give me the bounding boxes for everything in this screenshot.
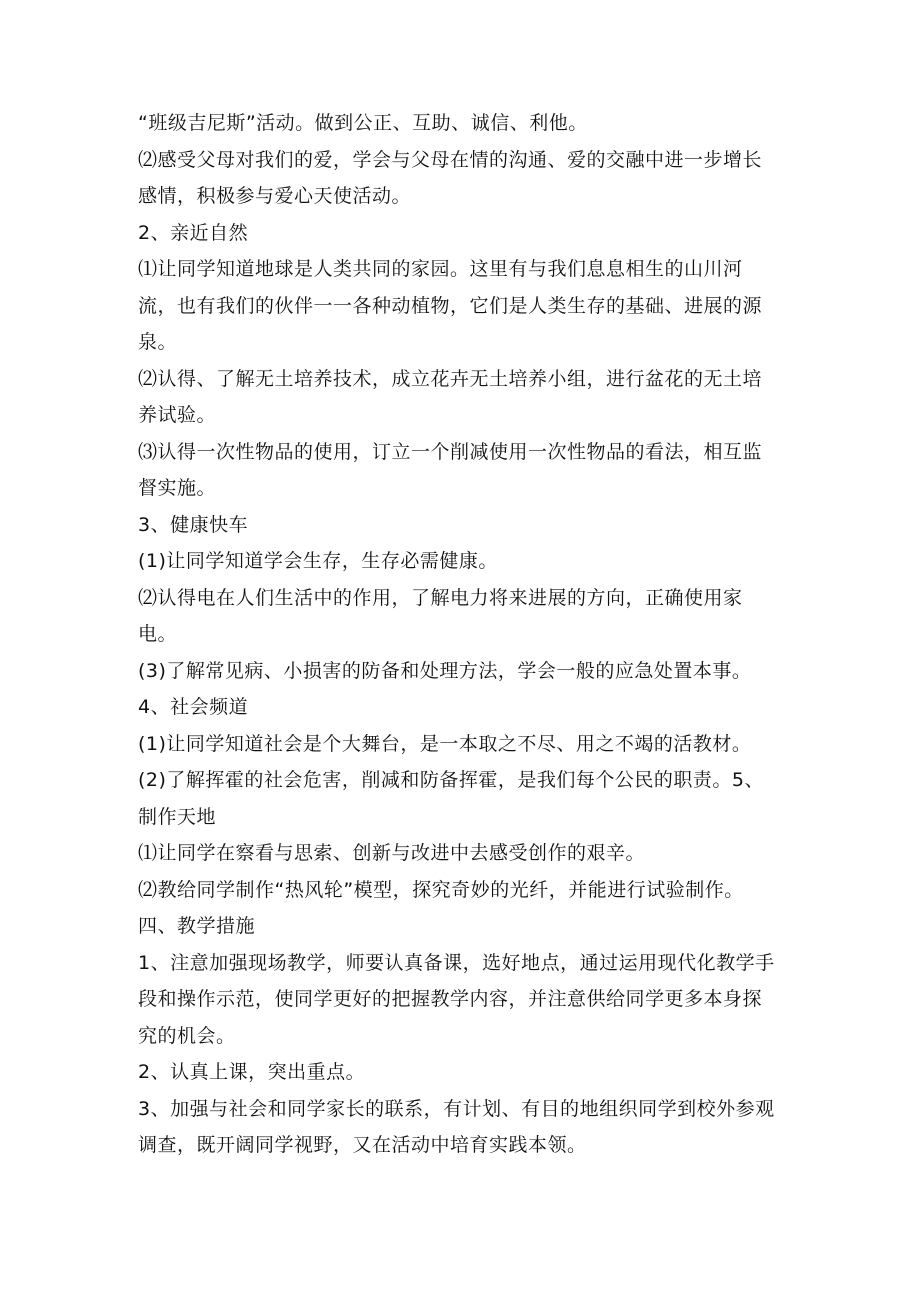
text-line: 2、认真上课，突出重点。 <box>138 1061 366 1083</box>
section-heading: 四、教学措施 <box>138 915 256 937</box>
text-line: (2)了解挥霍的社会危害，削减和防备挥霍，是我们每个公民的职责。5、 <box>138 769 765 791</box>
text-line: ⑴让同学知道地球是人类共同的家园。这里有与我们息息相生的山川河 <box>138 258 743 280</box>
text-line: 泉。 <box>138 331 178 353</box>
text-line: 督实施。 <box>138 477 217 499</box>
section-heading: 2、亲近自然 <box>138 221 249 244</box>
text-line: ⑶认得一次性物品的使用，订立一个削减使用一次性物品的看法，相互监 <box>138 440 763 463</box>
text-line: (1)让同学知道社会是个大舞台，是一本取之不尽、用之不竭的活教材。 <box>138 732 752 755</box>
text-line: ⑴让同学在察看与思索、创新与改进中去感受创作的艰辛。 <box>138 842 646 864</box>
text-line: 调查，既开阔同学视野，又在活动中培育实践本领。 <box>138 1134 587 1156</box>
text-line: 感情，积极参与爱心天使活动。 <box>138 185 412 207</box>
text-line: ⑵认得、了解无土培养技术，成立花卉无土培养小组，进行盆花的无土培 <box>138 367 763 390</box>
text-line: 段和操作示范，使同学更好的把握教学内容，并注意供给同学更多本身探 <box>138 988 763 1010</box>
text-line: “班级吉尼斯”活动。做到公正、互助、诚信、利他。 <box>138 112 588 134</box>
text-line: 养试验。 <box>138 404 217 426</box>
text-line: ⑵教给同学制作“热风轮”模型，探究奇妙的光纤，并能进行试验制作。 <box>138 878 744 901</box>
section-heading: 制作天地 <box>138 805 217 828</box>
text-line: 1、注意加强现场教学，师要认真备课，选好地点，通过运用现代化教学手 <box>138 951 775 974</box>
text-line: 究的机会。 <box>138 1024 236 1047</box>
text-line: 流，也有我们的伙伴一一各种动植物，它们是人类生存的基础、进展的源 <box>138 294 763 317</box>
text-line: (3)了解常见病、小损害的防备和处理方法，学会一般的应急处置本事。 <box>138 659 752 682</box>
section-heading: 3、健康快车 <box>138 513 249 536</box>
section-heading: 4、社会频道 <box>138 696 249 718</box>
text-line: 电。 <box>138 623 178 645</box>
text-line: ⑵认得电在人们生活中的作用，了解电力将来进展的方向，正确使用家 <box>138 586 743 609</box>
text-line: 3、加强与社会和同学家长的联系，有计划、有目的地组织同学到校外参观 <box>138 1097 775 1120</box>
document-body <box>138 105 813 1164</box>
text-line: (1)让同学知道学会生存，生存必需健康。 <box>138 550 498 572</box>
text-line: ⑵感受父母对我们的爱，学会与父母在情的沟通、爱的交融中进一步增长 <box>138 148 763 171</box>
